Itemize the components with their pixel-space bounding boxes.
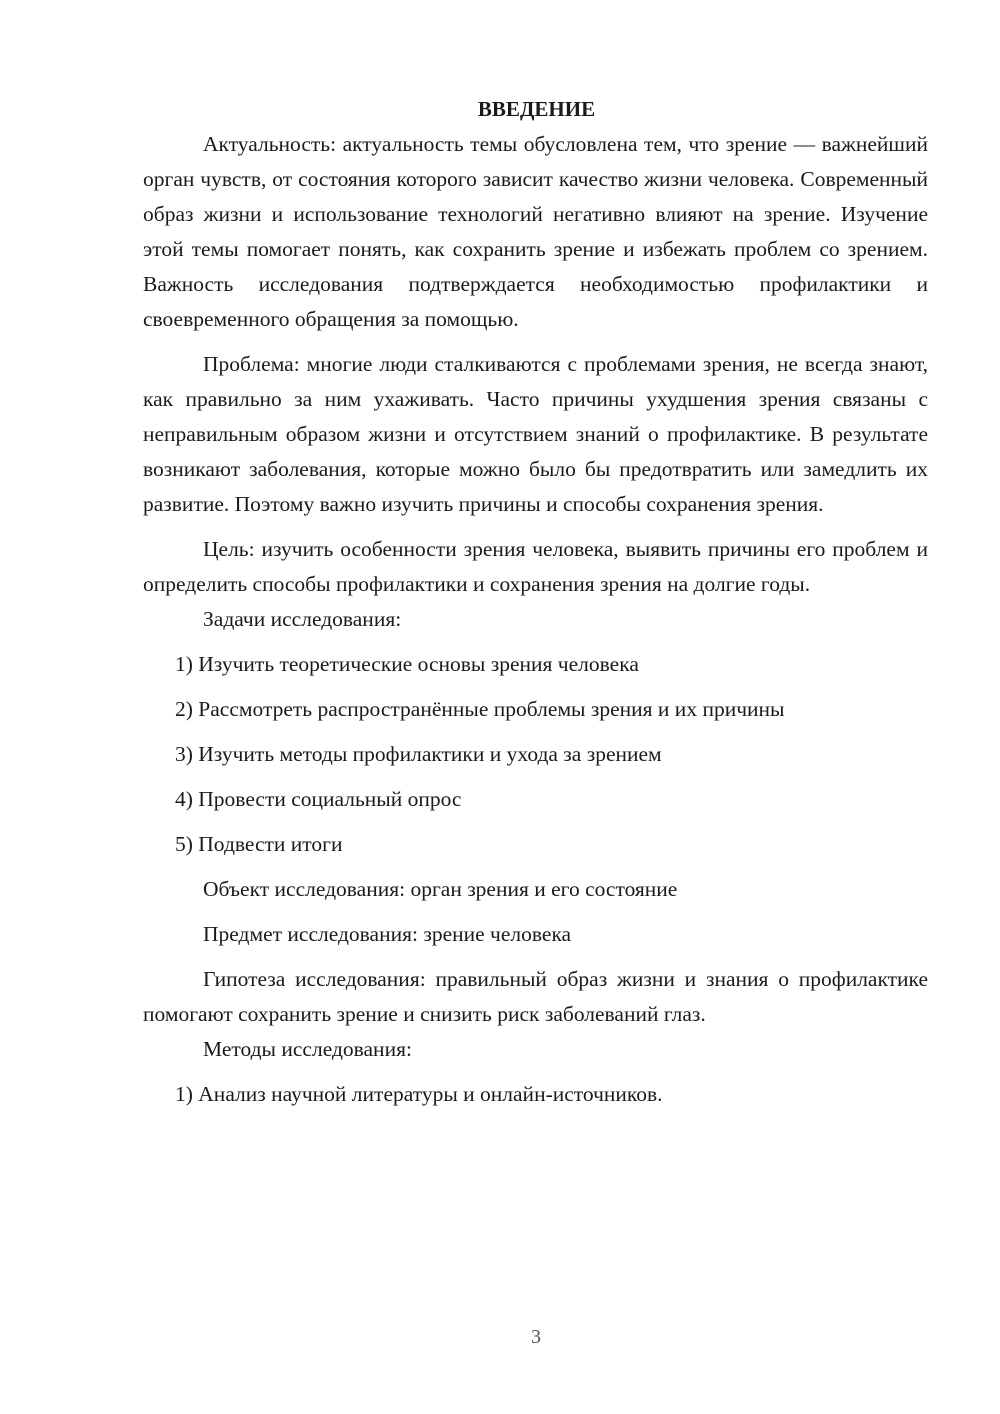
page-number: 3 bbox=[531, 1326, 541, 1348]
task-item: 5) Подвести итоги bbox=[175, 832, 343, 856]
task-item: 4) Провести социальный опрос bbox=[175, 787, 462, 811]
goal-paragraph: Цель: изучить особенности зрения человека, выявить причины его проблем и определить способы профилактики и сохранения зрения на долгие годы. bbox=[143, 537, 928, 596]
research-object: Объект исследования: орган зрения и его состояние bbox=[203, 877, 678, 901]
research-subject: Предмет исследования: зрение человека bbox=[203, 922, 572, 946]
relevance-paragraph: Актуальность: актуальность темы обусловлена тем, что зрение — важнейший орган чувств, от состояния которого зависит качество жизни человека. Современный образ жизни и использование технологий негативно влияют на зрение. Изучение этой темы помогает понять, как сохранить зрение и избежать проблем со зрением. Важность исследования подтверждается необходимостью профилактики и своевременного обращения за помощью. bbox=[143, 132, 928, 331]
tasks-heading: Задачи исследования: bbox=[203, 607, 402, 631]
section-title: ВВЕДЕНИЕ bbox=[477, 97, 596, 121]
methods-heading: Методы исследования: bbox=[203, 1037, 412, 1061]
task-item: 3) Изучить методы профилактики и ухода за зрением bbox=[175, 742, 662, 766]
method-item: 1) Анализ научной литературы и онлайн-источников. bbox=[175, 1082, 663, 1106]
task-item: 1) Изучить теоретические основы зрения человека bbox=[175, 652, 639, 676]
document-page bbox=[143, 92, 928, 1112]
task-item: 2) Рассмотреть распространённые проблемы зрения и их причины bbox=[175, 697, 785, 721]
problem-paragraph: Проблема: многие люди сталкиваются с проблемами зрения, не всегда знают, как правильно за ним ухаживать. Часто причины ухудшения зрения связаны с неправильным образом жизни и отсутствием знаний о профилактике. В результате возникают заболевания, которые можно было бы предотвратить или замедлить их развитие. Поэтому важно изучить причины и способы сохранения зрения. bbox=[143, 352, 928, 516]
hypothesis-paragraph: Гипотеза исследования: правильный образ жизни и знания о профилактике помогают сохранить зрение и снизить риск заболеваний глаз. bbox=[143, 967, 928, 1026]
